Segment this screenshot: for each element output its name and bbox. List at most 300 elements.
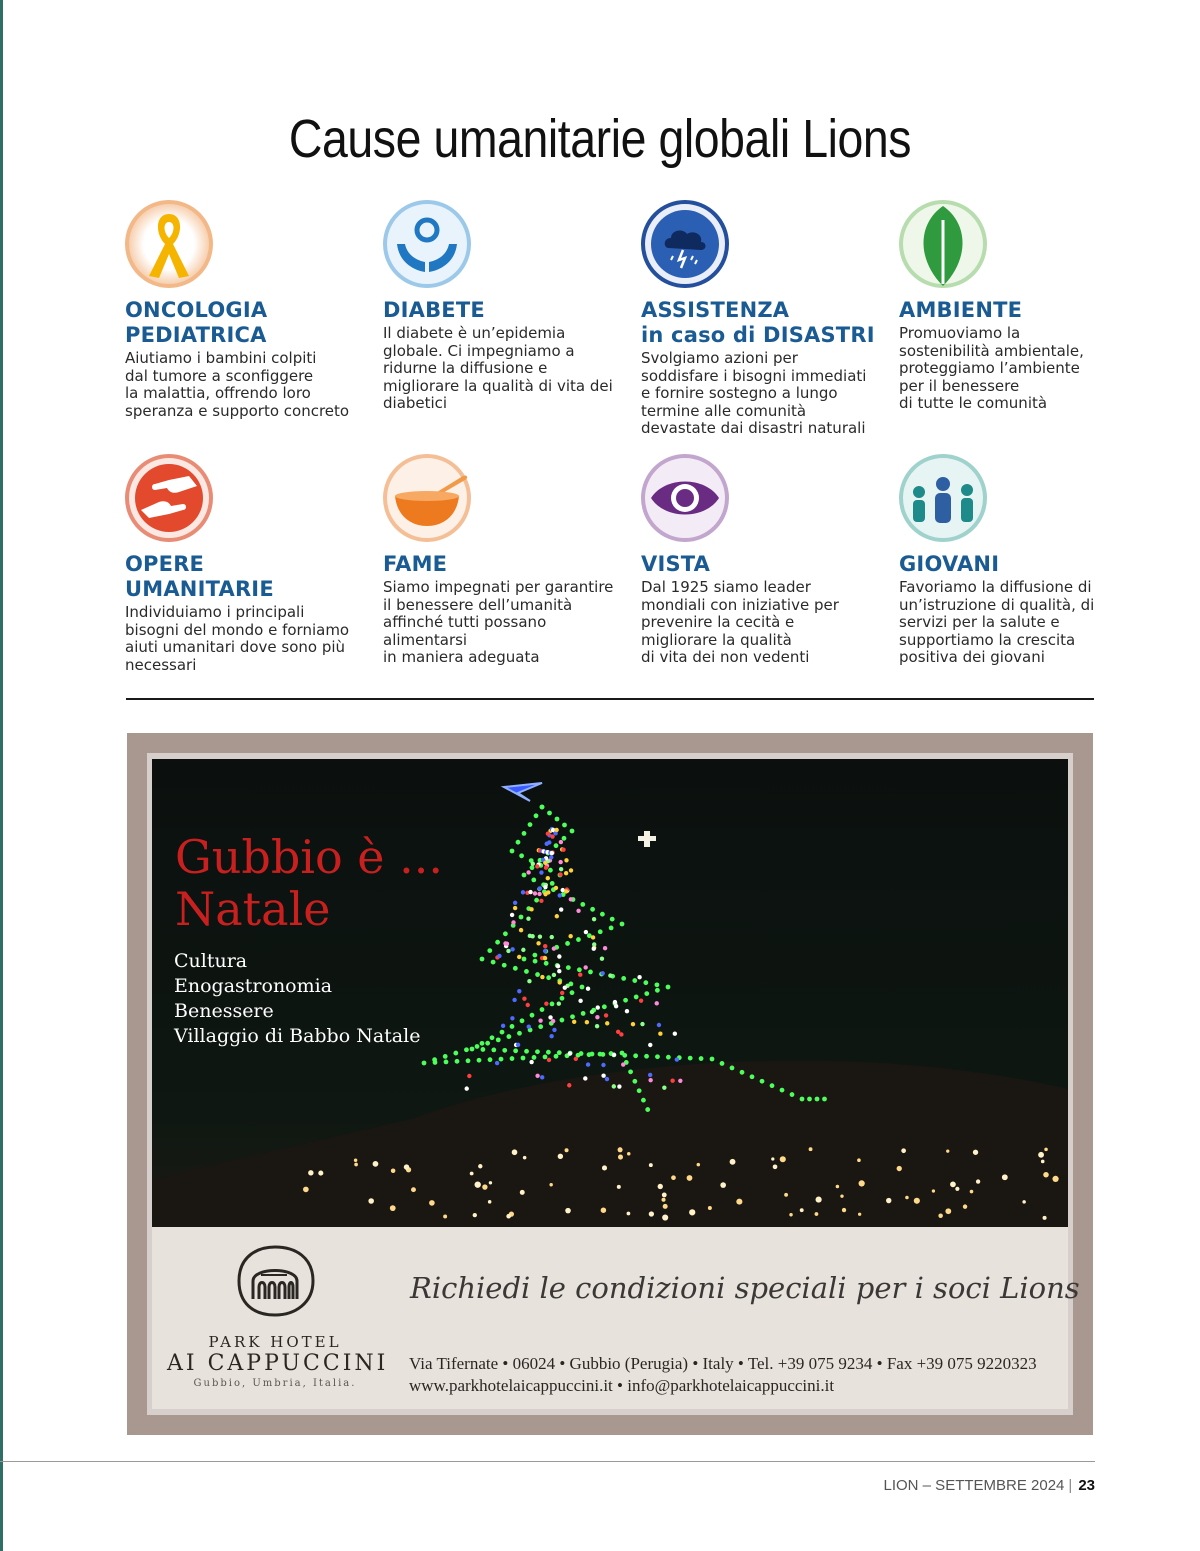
light-dot bbox=[533, 959, 538, 964]
light-dot bbox=[482, 1184, 487, 1189]
light-dot bbox=[533, 891, 537, 895]
light-dot bbox=[422, 1061, 427, 1066]
light-dot bbox=[649, 1211, 654, 1216]
light-dot bbox=[527, 979, 531, 983]
food-bowl-icon bbox=[383, 454, 471, 542]
light-dot bbox=[546, 832, 550, 836]
light-dot bbox=[373, 1161, 379, 1167]
light-dot bbox=[563, 985, 567, 989]
light-dot bbox=[815, 1097, 820, 1102]
light-dot bbox=[621, 976, 626, 981]
light-dot bbox=[470, 1047, 475, 1052]
light-dot bbox=[736, 1199, 742, 1205]
light-dot bbox=[524, 969, 529, 974]
cause-disastri bbox=[641, 200, 881, 438]
light-dot bbox=[566, 965, 571, 970]
light-dot bbox=[556, 964, 560, 968]
light-dot bbox=[612, 1084, 616, 1088]
light-dot bbox=[625, 1009, 629, 1013]
light-dot bbox=[618, 1155, 623, 1160]
light-dot bbox=[558, 893, 562, 897]
light-dot bbox=[609, 925, 614, 930]
light-dot bbox=[596, 1005, 600, 1009]
light-dot bbox=[491, 1048, 496, 1053]
light-dot bbox=[632, 978, 637, 983]
footer-separator: | bbox=[1068, 1477, 1073, 1494]
cause-giovani bbox=[899, 454, 1139, 667]
light-dot bbox=[497, 954, 501, 958]
section-divider bbox=[126, 698, 1094, 700]
light-dot bbox=[535, 1049, 540, 1054]
light-dot bbox=[477, 1058, 482, 1063]
light-dot bbox=[559, 867, 563, 871]
light-dot bbox=[699, 1056, 704, 1061]
light-dot bbox=[531, 878, 536, 883]
light-dot bbox=[565, 1148, 569, 1152]
light-dot bbox=[602, 1004, 607, 1009]
light-dot bbox=[524, 1049, 529, 1054]
light-dot bbox=[588, 970, 593, 975]
light-dot bbox=[641, 1098, 646, 1103]
light-dot bbox=[655, 1054, 660, 1059]
light-dot bbox=[502, 1048, 507, 1053]
light-dot bbox=[618, 1147, 623, 1152]
light-dot bbox=[481, 1047, 486, 1052]
light-dot bbox=[557, 969, 561, 973]
light-dot bbox=[1043, 1172, 1049, 1178]
light-dot bbox=[770, 1083, 775, 1088]
light-dot bbox=[530, 865, 535, 870]
light-dot bbox=[517, 1031, 522, 1036]
light-dot bbox=[475, 1181, 481, 1187]
light-dot bbox=[688, 1056, 693, 1061]
light-dot bbox=[578, 999, 582, 1003]
light-dot bbox=[539, 870, 543, 874]
cause-description: Siamo impegnati per garantire il benessere dell’umanità affinché tutti possano alimentarsi in maniera adeguata bbox=[383, 578, 614, 667]
light-dot bbox=[662, 1214, 668, 1220]
light-dot bbox=[675, 1057, 679, 1061]
light-dot bbox=[1022, 1200, 1026, 1204]
light-dot bbox=[730, 1065, 735, 1070]
light-dot bbox=[308, 1170, 313, 1175]
light-dot bbox=[858, 1213, 861, 1216]
light-dot bbox=[540, 1075, 544, 1079]
light-dot bbox=[600, 912, 605, 917]
light-dot bbox=[318, 1171, 323, 1176]
light-dot bbox=[560, 996, 565, 1001]
light-dot bbox=[946, 1150, 949, 1153]
light-dot bbox=[773, 1165, 778, 1170]
light-dot bbox=[453, 1051, 458, 1056]
light-dot bbox=[529, 1060, 533, 1064]
light-dot bbox=[1044, 1148, 1048, 1152]
light-dot bbox=[536, 941, 540, 945]
light-dot bbox=[637, 975, 641, 979]
cause-diabete bbox=[383, 200, 623, 413]
light-dot bbox=[433, 1060, 438, 1065]
light-dot bbox=[616, 1030, 620, 1034]
light-dot bbox=[601, 1074, 605, 1078]
light-dot bbox=[565, 941, 570, 946]
light-dot bbox=[354, 1163, 358, 1167]
light-dot bbox=[604, 1013, 608, 1017]
light-dot bbox=[633, 1053, 638, 1058]
light-dot bbox=[789, 1213, 792, 1216]
light-dot bbox=[517, 955, 521, 959]
light-dot bbox=[527, 1024, 531, 1028]
light-dot bbox=[612, 1053, 616, 1057]
light-dot bbox=[513, 966, 518, 971]
light-dot bbox=[510, 1024, 515, 1029]
light-dot bbox=[720, 1182, 726, 1188]
cause-description: Individuiamo i principali bisogni del mondo e forniamo aiuti umanitari dove sono più necessari bbox=[125, 603, 350, 674]
light-dot bbox=[560, 1018, 565, 1023]
light-dot bbox=[510, 1016, 514, 1020]
cause-description: Favoriamo la diffusione di un’istruzione di qualità, di servizi per la salute e supportiamo la crescita positiva dei giovani bbox=[899, 578, 1095, 667]
light-dot bbox=[554, 843, 559, 848]
light-dot bbox=[550, 881, 555, 886]
light-dot bbox=[567, 1083, 571, 1087]
light-dot bbox=[558, 980, 562, 984]
light-dot bbox=[592, 947, 596, 951]
light-dot bbox=[605, 1021, 609, 1025]
light-dot bbox=[901, 1148, 906, 1153]
light-dot bbox=[546, 876, 550, 880]
light-dot bbox=[600, 971, 604, 975]
light-dot bbox=[601, 1052, 606, 1057]
light-dot bbox=[760, 1079, 765, 1084]
light-dot bbox=[578, 973, 582, 977]
light-dot bbox=[496, 1037, 501, 1042]
light-dot bbox=[558, 860, 562, 864]
light-dot bbox=[649, 1163, 653, 1167]
light-dot bbox=[548, 1015, 552, 1019]
light-dot bbox=[595, 1024, 599, 1028]
light-dot bbox=[623, 998, 628, 1003]
light-dot bbox=[535, 864, 539, 868]
ad-contact-block bbox=[409, 1353, 1037, 1397]
light-dot bbox=[784, 1193, 788, 1197]
light-dot bbox=[564, 871, 568, 875]
hotel-name-line2: AI CAPPUCCINI bbox=[167, 1351, 389, 1376]
light-dot bbox=[538, 1024, 543, 1029]
light-dot bbox=[590, 907, 595, 912]
light-dot bbox=[534, 898, 539, 903]
light-dot bbox=[520, 1018, 525, 1023]
light-dot bbox=[528, 822, 533, 827]
light-dot bbox=[584, 930, 588, 934]
light-dot bbox=[557, 954, 561, 958]
light-dot bbox=[464, 1047, 469, 1052]
ad-feature: Villaggio di Babbo Natale bbox=[174, 1025, 421, 1047]
light-dot bbox=[543, 956, 547, 960]
storm-cloud-icon bbox=[641, 200, 729, 288]
ad-web-email[interactable]: www.parkhotelaicappuccini.it • info@parkhotelaicappuccini.it bbox=[409, 1376, 835, 1395]
light-dot bbox=[532, 1055, 537, 1060]
ad-feature-list bbox=[174, 949, 420, 1049]
light-dot bbox=[914, 1198, 920, 1204]
light-dot bbox=[655, 1001, 659, 1005]
light-dot bbox=[495, 940, 500, 945]
light-dot bbox=[859, 1180, 865, 1186]
light-dot bbox=[617, 1084, 621, 1088]
light-dot bbox=[600, 956, 604, 960]
light-dot bbox=[489, 1181, 492, 1184]
light-dot bbox=[592, 917, 596, 921]
light-dot bbox=[517, 989, 521, 993]
light-dot bbox=[526, 870, 530, 874]
light-dot bbox=[658, 1031, 662, 1035]
light-dot bbox=[666, 1055, 671, 1060]
light-dot bbox=[473, 1213, 477, 1217]
light-dot bbox=[466, 1058, 471, 1063]
leaf-icon bbox=[899, 200, 987, 288]
light-dot bbox=[465, 1086, 469, 1090]
cause-title: OPERE UMANITARIE bbox=[125, 552, 274, 601]
hotel-advertisement bbox=[127, 733, 1093, 1435]
light-dot bbox=[592, 942, 596, 946]
light-dot bbox=[586, 1062, 590, 1066]
light-dot bbox=[750, 1074, 755, 1079]
light-dot bbox=[603, 946, 607, 950]
light-dot bbox=[519, 928, 523, 932]
light-dot bbox=[512, 998, 516, 1002]
yellow-ribbon-icon bbox=[125, 200, 213, 288]
light-dot bbox=[666, 985, 671, 990]
cause-description: Svolgiamo azioni per soddisfare i bisogni immediati e fornire sostegno a lungo termine alle comunità devastate dai disastri naturali bbox=[641, 349, 867, 438]
light-dot bbox=[1043, 1216, 1047, 1220]
light-dot bbox=[602, 1165, 607, 1170]
cause-title: GIOVANI bbox=[899, 552, 1000, 576]
light-dot bbox=[945, 1208, 951, 1214]
cause-description: Dal 1925 siamo leader mondiali con iniziative per prevenire la cecità e migliorare la qualità di vita dei non vedenti bbox=[641, 578, 839, 667]
light-dot bbox=[510, 947, 514, 951]
light-dot bbox=[513, 906, 517, 910]
ad-feature: Enogastronomia bbox=[174, 975, 333, 997]
light-dot bbox=[673, 1032, 677, 1036]
light-dot bbox=[816, 1197, 822, 1203]
light-dot bbox=[543, 1054, 548, 1059]
light-dot bbox=[443, 1054, 448, 1059]
light-dot bbox=[644, 991, 649, 996]
light-dot bbox=[644, 1054, 649, 1059]
light-dot bbox=[938, 1214, 942, 1218]
light-dot bbox=[574, 1057, 578, 1061]
light-dot bbox=[857, 1158, 861, 1162]
footer-rule bbox=[0, 1461, 1095, 1462]
light-dot bbox=[522, 957, 527, 962]
light-dot bbox=[538, 886, 542, 890]
light-dot bbox=[500, 1030, 505, 1035]
light-dot bbox=[648, 1078, 652, 1082]
light-dot bbox=[544, 865, 548, 869]
light-dot bbox=[631, 1022, 635, 1026]
light-dot bbox=[637, 1088, 642, 1093]
light-dot bbox=[512, 1149, 518, 1155]
light-dot bbox=[510, 1056, 515, 1061]
light-dot bbox=[495, 1061, 499, 1065]
cause-description: Promuoviamo la sostenibilità ambientale, proteggiamo l’ambiente per il benessere di tutte le comunità bbox=[899, 324, 1084, 413]
light-dot bbox=[480, 957, 485, 962]
light-dot bbox=[771, 1157, 774, 1160]
light-dot bbox=[955, 1187, 959, 1191]
light-dot bbox=[661, 1198, 665, 1202]
light-dot bbox=[543, 944, 547, 948]
light-dot bbox=[503, 931, 508, 936]
light-dot bbox=[579, 1051, 584, 1056]
light-dot bbox=[569, 868, 573, 872]
hotel-location: Gubbio, Umbria, Italia. bbox=[193, 1378, 357, 1389]
light-dot bbox=[429, 1200, 435, 1206]
light-dot bbox=[543, 861, 547, 865]
light-dot bbox=[590, 1010, 594, 1014]
page-footer bbox=[884, 1477, 1096, 1494]
light-dot bbox=[586, 987, 590, 991]
light-dot bbox=[513, 1048, 518, 1053]
light-dot bbox=[554, 886, 558, 890]
ad-headline: Gubbio è ... Natale bbox=[175, 830, 444, 936]
light-dot bbox=[516, 840, 521, 845]
cause-title: VISTA bbox=[641, 552, 711, 576]
cause-title: DIABETE bbox=[383, 298, 485, 322]
light-dot bbox=[591, 935, 595, 939]
light-dot bbox=[617, 1185, 621, 1189]
light-dot bbox=[605, 1077, 609, 1081]
light-dot bbox=[905, 1196, 909, 1200]
light-dot bbox=[836, 1185, 840, 1189]
hotel-name-line1: PARK HOTEL bbox=[208, 1333, 342, 1351]
light-dot bbox=[510, 849, 515, 854]
cause-title: ASSISTENZA in caso di DISASTRI bbox=[641, 298, 875, 347]
eye-icon bbox=[641, 454, 729, 542]
light-dot bbox=[662, 1192, 667, 1197]
light-dot bbox=[598, 929, 603, 934]
light-dot bbox=[564, 889, 568, 893]
cause-fame bbox=[383, 454, 623, 667]
light-dot bbox=[614, 1004, 618, 1008]
light-dot bbox=[521, 890, 525, 894]
light-dot bbox=[807, 1097, 812, 1102]
light-dot bbox=[613, 1000, 617, 1004]
light-dot bbox=[550, 935, 554, 939]
light-dot bbox=[520, 1190, 525, 1195]
light-dot bbox=[550, 834, 554, 838]
light-dot bbox=[565, 1208, 571, 1214]
light-dot bbox=[488, 1200, 492, 1204]
light-dot bbox=[543, 949, 547, 953]
light-dot bbox=[540, 805, 545, 810]
light-dot bbox=[780, 1156, 786, 1162]
light-dot bbox=[534, 813, 539, 818]
light-dot bbox=[583, 965, 587, 969]
light-dot bbox=[815, 1212, 819, 1216]
light-dot bbox=[549, 855, 553, 859]
light-dot bbox=[499, 1057, 504, 1062]
light-dot bbox=[540, 1007, 545, 1012]
light-dot bbox=[886, 1198, 891, 1203]
light-dot bbox=[580, 985, 585, 990]
light-dot bbox=[655, 988, 660, 993]
hotel-logo bbox=[167, 1241, 389, 1389]
light-dot bbox=[530, 934, 534, 938]
light-dot bbox=[973, 1150, 978, 1155]
light-dot bbox=[487, 948, 492, 953]
cause-ambiente bbox=[899, 200, 1139, 413]
light-dot bbox=[443, 1214, 447, 1218]
cause-description: Aiutiamo i bambini colpiti dal tumore a sconfiggere la malattia, offrendo loro speranza e supporto concreto bbox=[125, 349, 350, 420]
light-dot bbox=[544, 1001, 548, 1005]
light-dot bbox=[576, 937, 581, 942]
light-dot bbox=[522, 873, 527, 878]
light-dot bbox=[561, 848, 565, 852]
light-dot bbox=[658, 1184, 663, 1189]
light-dot bbox=[576, 909, 580, 913]
light-dot bbox=[970, 1190, 974, 1194]
light-dot bbox=[550, 1002, 555, 1007]
light-dot bbox=[475, 1044, 480, 1049]
light-dot bbox=[529, 907, 533, 911]
light-dot bbox=[535, 972, 540, 977]
light-dot bbox=[932, 1189, 935, 1192]
light-dot bbox=[544, 961, 549, 966]
light-dot bbox=[557, 1002, 561, 1006]
light-dot bbox=[897, 1166, 902, 1171]
light-dot bbox=[570, 1014, 575, 1019]
light-dot bbox=[490, 1035, 495, 1040]
light-dot bbox=[545, 842, 549, 846]
gubbio-christmas-tree-photo bbox=[152, 759, 1068, 1227]
light-dot bbox=[444, 1059, 449, 1064]
light-dot bbox=[552, 946, 556, 950]
light-dot bbox=[391, 1168, 396, 1173]
page-edge-rule bbox=[0, 0, 3, 1551]
light-dot bbox=[670, 1079, 674, 1083]
light-dot bbox=[687, 1175, 693, 1181]
light-dot bbox=[822, 1097, 827, 1102]
light-dot bbox=[645, 1107, 650, 1112]
cause-oncologia bbox=[125, 200, 365, 420]
light-dot bbox=[800, 1097, 805, 1102]
light-dot bbox=[564, 858, 568, 862]
light-dot bbox=[503, 941, 507, 945]
light-dot bbox=[540, 975, 544, 979]
light-dot bbox=[976, 1179, 980, 1183]
cause-title: AMBIENTE bbox=[899, 298, 1023, 322]
light-dot bbox=[543, 885, 547, 889]
light-dot bbox=[491, 960, 496, 965]
light-dot bbox=[555, 817, 560, 822]
light-dot bbox=[562, 823, 567, 828]
light-dot bbox=[585, 1020, 589, 1024]
ad-tagline: Richiedi le condizioni speciali per i soci Lions bbox=[410, 1271, 1080, 1305]
light-dot bbox=[522, 997, 526, 1001]
light-dot bbox=[657, 1023, 661, 1027]
ad-feature: Benessere bbox=[174, 1000, 274, 1022]
light-dot bbox=[720, 1061, 725, 1066]
light-dot bbox=[539, 899, 543, 903]
light-dot bbox=[570, 990, 575, 995]
light-dot bbox=[632, 1079, 637, 1084]
light-dot bbox=[467, 1074, 471, 1078]
cause-title: FAME bbox=[383, 552, 448, 576]
light-dot bbox=[550, 851, 554, 855]
publication-issue: LION – SETTEMBRE 2024 bbox=[883, 1477, 1065, 1494]
light-dot bbox=[581, 1011, 586, 1016]
light-dot bbox=[627, 1212, 631, 1216]
light-dot bbox=[558, 1154, 563, 1159]
light-dot bbox=[526, 917, 530, 921]
hotel-emblem-icon bbox=[229, 1241, 321, 1319]
